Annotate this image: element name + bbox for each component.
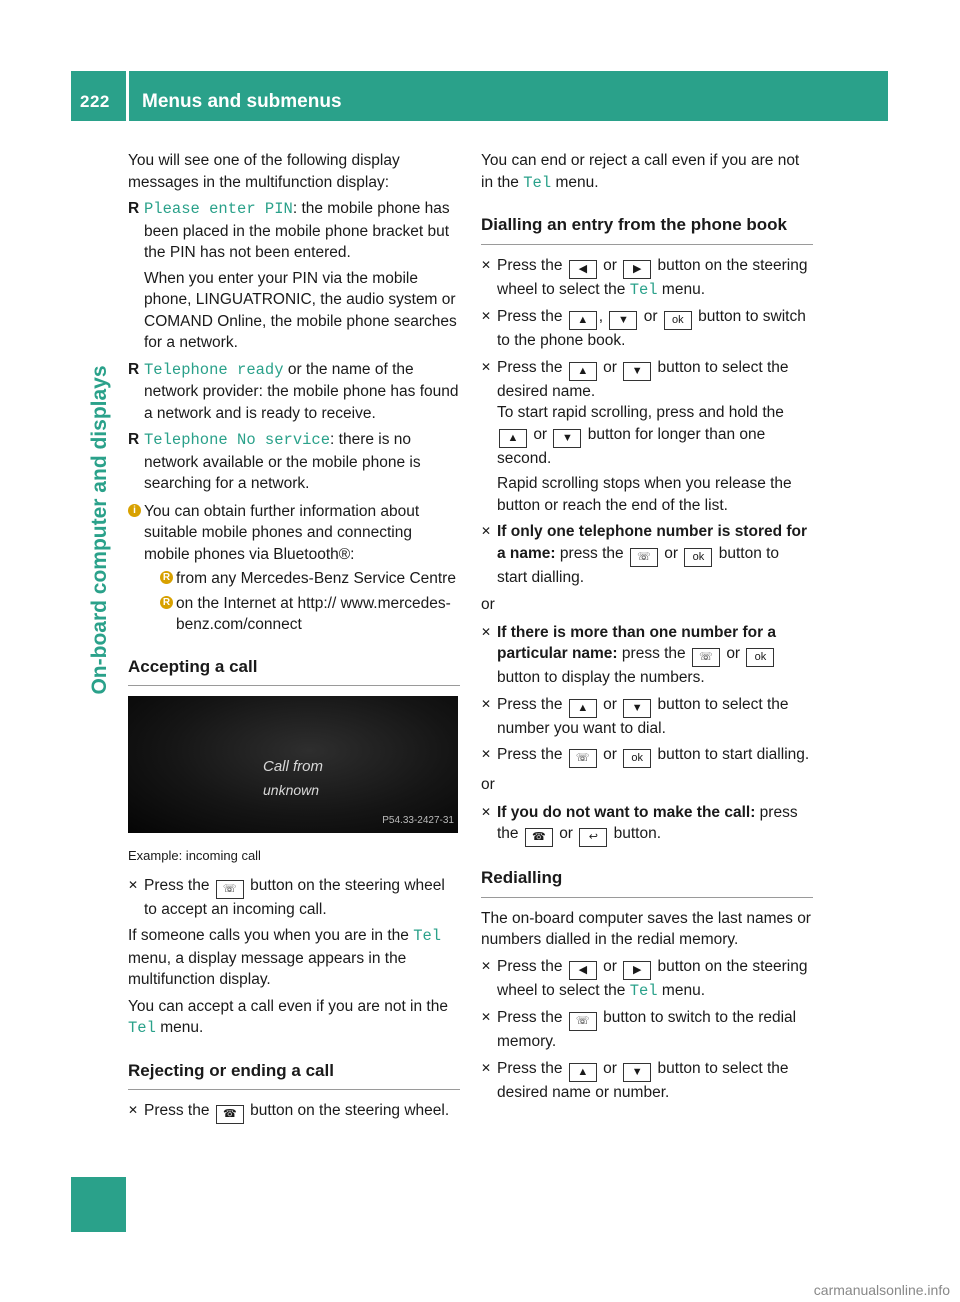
ok-key-icon: ok bbox=[623, 749, 651, 768]
up-key-icon: ▲ bbox=[569, 1063, 597, 1082]
paragraph bbox=[128, 925, 460, 991]
step-text: , bbox=[598, 308, 604, 325]
down-key-icon: ▼ bbox=[553, 429, 581, 448]
chapter-label: On-board computer and displays bbox=[88, 365, 111, 695]
step-item bbox=[128, 1100, 460, 1124]
image-text: unknown bbox=[263, 782, 320, 798]
step-text: or bbox=[603, 1059, 617, 1077]
step-text: press the bbox=[497, 803, 798, 842]
step-item bbox=[481, 521, 813, 588]
right-key-icon: ▶ bbox=[623, 961, 651, 980]
menu-name: Tel bbox=[413, 927, 442, 945]
step-text: or bbox=[643, 308, 658, 325]
step-text: Press the bbox=[497, 746, 563, 763]
step-arrow-icon: ✕ bbox=[128, 1103, 139, 1117]
step-text: To start rapid scrolling, press and hold the bbox=[497, 404, 784, 421]
phone-key-icon: ☏ bbox=[569, 1012, 597, 1031]
down-key-icon: ▼ bbox=[609, 311, 637, 330]
step-text: Press the bbox=[144, 1102, 210, 1119]
step-text: or bbox=[664, 544, 679, 562]
section-title: Menus and submenus bbox=[142, 91, 342, 112]
display-message: Telephone No service bbox=[144, 431, 331, 449]
heading-dialling: Dialling an entry from the phone book bbox=[481, 214, 813, 245]
step-item bbox=[481, 1007, 813, 1053]
step-text: or bbox=[603, 256, 617, 274]
step-arrow-icon: ✕ bbox=[481, 1060, 492, 1075]
step-arrow-icon: ✕ bbox=[128, 877, 139, 892]
message-description: : the mobile phone has been placed in the mobile phone bracket but the PIN has not been entered. bbox=[144, 200, 450, 261]
step-arrow-icon: ✕ bbox=[481, 309, 492, 323]
step-item bbox=[481, 802, 813, 848]
step-arrow-icon: ✕ bbox=[481, 359, 492, 374]
phone-key-icon: ☏ bbox=[630, 548, 658, 567]
step-text: or bbox=[559, 825, 573, 842]
display-message: Please enter PIN bbox=[144, 200, 293, 218]
up-key-icon: ▲ bbox=[569, 699, 597, 718]
watermark: carmanualsonline.info bbox=[813, 1282, 950, 1298]
step-item bbox=[481, 357, 813, 517]
left-column bbox=[128, 150, 460, 1129]
image-text: Call from bbox=[263, 758, 324, 775]
up-key-icon: ▲ bbox=[569, 311, 597, 330]
page-number: 222 bbox=[80, 92, 110, 111]
display-message: Telephone ready bbox=[144, 360, 284, 379]
step-text: button on the steering wheel to select the bbox=[497, 256, 808, 298]
ok-key-icon: ok bbox=[684, 548, 712, 567]
step-item bbox=[481, 694, 813, 740]
step-note: Rapid scrolling stops when you release the button or reach the end of the list. bbox=[497, 475, 792, 514]
step-text: press the bbox=[559, 544, 624, 562]
text: You can accept a call even if you are not in the bbox=[128, 997, 448, 1015]
info-bullet: from any Mercedes-Benz Service Centre bbox=[176, 570, 456, 587]
ok-key-icon: ok bbox=[746, 648, 774, 667]
list-item bbox=[128, 359, 460, 425]
step-item bbox=[481, 255, 813, 302]
step-arrow-icon: ✕ bbox=[481, 804, 492, 819]
step-text: or bbox=[726, 645, 741, 662]
menu-name: Tel bbox=[629, 280, 658, 299]
paragraph bbox=[128, 996, 460, 1040]
right-column bbox=[481, 150, 813, 1108]
step-item bbox=[128, 875, 460, 921]
step-condition: If only one telephone number is stored for a name: bbox=[497, 523, 808, 562]
step-text: press the bbox=[621, 645, 686, 662]
left-key-icon: ◀ bbox=[569, 961, 597, 980]
message-description: or the name of the network provider: the mobile phone has found a network and is ready to receive. bbox=[144, 360, 459, 422]
step-text: menu. bbox=[661, 981, 706, 999]
step-text: or bbox=[603, 358, 617, 376]
step-text: button on the steering wheel. bbox=[250, 1102, 450, 1119]
heading-rejecting-call: Rejecting or ending a call bbox=[128, 1060, 460, 1091]
menu-name: Tel bbox=[629, 981, 658, 1000]
step-text: Press the bbox=[144, 876, 210, 894]
heading-redialling: Redialling bbox=[481, 867, 813, 898]
step-text: button. bbox=[613, 825, 662, 842]
step-item bbox=[481, 1058, 813, 1104]
step-text: Press the bbox=[497, 1059, 563, 1077]
step-text: menu. bbox=[661, 280, 706, 298]
phone-key-icon: ☏ bbox=[569, 749, 597, 768]
bullet-mark: R bbox=[128, 431, 140, 448]
text: menu, a display message appears in the multifunction display. bbox=[128, 949, 407, 988]
text: If someone calls you when you are in the bbox=[128, 927, 409, 944]
phone-key-icon: ☏ bbox=[692, 648, 720, 667]
step-text: Press the bbox=[497, 957, 563, 975]
menu-name: Tel bbox=[128, 1019, 156, 1037]
step-text: Press the bbox=[497, 695, 563, 713]
step-text: button on the steering wheel to select the bbox=[497, 957, 808, 999]
step-text: button to start dialling. bbox=[497, 544, 780, 586]
info-bullet: on the Internet at http:// www.mercedes-benz.com/connect bbox=[176, 594, 451, 633]
message-note: When you enter your PIN via the mobile phone, LINGUATRONIC, the audio system or COMAND Online, the mobile phone searches for a network. bbox=[144, 269, 457, 351]
header-divider bbox=[126, 71, 129, 121]
paragraph bbox=[481, 150, 813, 194]
step-text: or bbox=[533, 425, 548, 443]
list-item bbox=[160, 568, 460, 590]
bullet-mark: R bbox=[160, 571, 173, 584]
ok-key-icon: ok bbox=[664, 311, 692, 330]
step-text: button to switch to the redial memory. bbox=[497, 1009, 797, 1050]
list-item bbox=[128, 198, 460, 354]
heading-accepting-call: Accepting a call bbox=[128, 656, 460, 687]
text: menu. bbox=[160, 1019, 204, 1036]
list-item bbox=[160, 593, 460, 636]
phone-key-icon: ☏ bbox=[216, 880, 244, 899]
step-text: button to switch to the phone book. bbox=[497, 308, 806, 349]
hangup-key-icon: ☎ bbox=[216, 1105, 244, 1124]
back-key-icon: ↩ bbox=[579, 828, 607, 847]
step-text: button to select the desired name. bbox=[497, 358, 789, 400]
text: menu. bbox=[555, 173, 599, 191]
step-text: or bbox=[603, 746, 617, 763]
step-note bbox=[497, 402, 813, 469]
down-key-icon: ▼ bbox=[623, 1063, 651, 1082]
info-icon: i bbox=[128, 504, 141, 517]
step-text: Press the bbox=[497, 308, 563, 325]
step-text: or bbox=[603, 957, 617, 975]
step-condition: If there is more than one number for a particular name: bbox=[497, 623, 777, 662]
step-arrow-icon: ✕ bbox=[481, 1010, 492, 1024]
paragraph: The on-board computer saves the last names or numbers dialled in the redial memory. bbox=[481, 909, 811, 948]
right-key-icon: ▶ bbox=[623, 260, 651, 279]
or-separator: or bbox=[481, 596, 495, 613]
info-text: You can obtain further information about suitable mobile phones and connecting mobile phones via Bluetooth®: bbox=[144, 502, 420, 563]
hangup-key-icon: ☎ bbox=[525, 828, 553, 847]
step-item bbox=[481, 622, 813, 689]
step-text: button to start dialling. bbox=[657, 746, 810, 763]
step-item bbox=[481, 956, 813, 1003]
step-text: Press the bbox=[497, 1009, 563, 1026]
step-arrow-icon: ✕ bbox=[481, 524, 492, 538]
up-key-icon: ▲ bbox=[499, 429, 527, 448]
left-key-icon: ◀ bbox=[569, 260, 597, 279]
step-text: button to select the number you want to dial. bbox=[497, 695, 789, 737]
intro-text: You will see one of the following display messages in the multifunction display: bbox=[128, 152, 400, 191]
step-text: button for longer than one second. bbox=[497, 425, 766, 467]
step-item bbox=[481, 744, 813, 768]
step-arrow-icon: ✕ bbox=[481, 696, 492, 711]
text: You can end or reject a call even if you are not in the bbox=[481, 152, 800, 191]
incoming-call-image bbox=[128, 696, 458, 833]
message-description: : there is no network available or the mobile phone is searching for a network. bbox=[144, 431, 421, 492]
list-item bbox=[128, 429, 460, 495]
down-key-icon: ▼ bbox=[623, 362, 651, 381]
bullet-mark: R bbox=[160, 596, 173, 609]
step-arrow-icon: ✕ bbox=[481, 747, 492, 761]
down-key-icon: ▼ bbox=[623, 699, 651, 718]
step-text: Press the bbox=[497, 358, 563, 376]
chapter-marker bbox=[71, 1177, 126, 1232]
step-item bbox=[481, 306, 813, 352]
step-text: or bbox=[603, 695, 617, 713]
info-note bbox=[128, 501, 460, 636]
step-arrow-icon: ✕ bbox=[481, 958, 492, 973]
up-key-icon: ▲ bbox=[569, 362, 597, 381]
step-text: button to select the desired name or number. bbox=[497, 1059, 789, 1101]
step-condition: If you do not want to make the call: bbox=[497, 803, 756, 821]
step-arrow-icon: ✕ bbox=[481, 257, 492, 272]
step-text: Press the bbox=[497, 256, 563, 274]
image-caption: Example: incoming call bbox=[128, 848, 261, 863]
image-code: P54.33-2427-31 bbox=[382, 814, 454, 826]
bullet-mark: R bbox=[128, 360, 140, 378]
menu-name: Tel bbox=[523, 173, 552, 192]
or-separator: or bbox=[481, 776, 495, 793]
step-text: button to display the numbers. bbox=[497, 669, 705, 686]
step-text: button on the steering wheel to accept an incoming call. bbox=[144, 876, 445, 918]
bullet-mark: R bbox=[128, 200, 140, 217]
step-arrow-icon: ✕ bbox=[481, 624, 492, 639]
